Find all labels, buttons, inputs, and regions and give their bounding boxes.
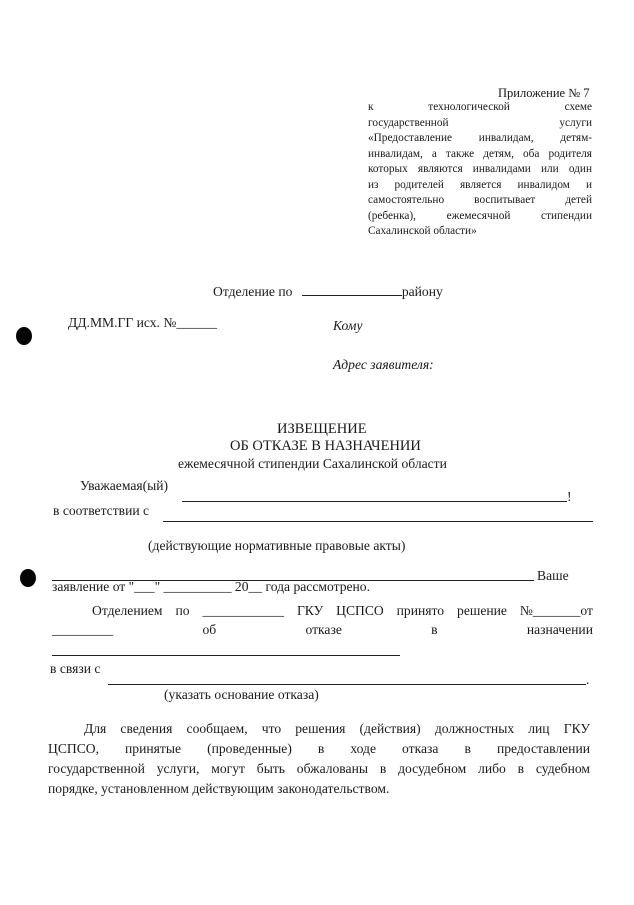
refusal-word: в [431, 622, 438, 637]
refusal-word: назначении [526, 622, 593, 637]
office-line [213, 284, 443, 300]
decision-word: решение [457, 603, 507, 618]
closing-line: государственной услуги, могут быть обжалованы в досудебном либо в судебном [48, 761, 590, 776]
appendix-line: (ребенка), ежемесячной стипендии [368, 209, 592, 222]
refusal-word: об [202, 622, 217, 637]
according-label: в соответствии с [53, 503, 150, 518]
appendix-line: инвалидам, а также детям, оба родителя [368, 147, 592, 160]
notice-title: ИЗВЕЩЕНИЕ [277, 421, 367, 437]
to-label: Кому [333, 318, 363, 333]
dear-label: Уважаемая(ый) [80, 478, 169, 493]
punch-hole-bottom [20, 569, 36, 587]
appendix-title: Приложение № 7 [498, 86, 590, 100]
closing-line: Для сведения сообщаем, что решения (действия) должностных лиц ГКУ [84, 721, 590, 736]
notice-stipend: ежемесячной стипендии Сахалинской области [178, 456, 447, 471]
refusal-line [52, 622, 593, 638]
office-prefix: Отделение по [213, 284, 293, 299]
appendix-text [368, 100, 592, 240]
acts-blank[interactable] [163, 521, 593, 522]
appendix-line: которых являются инвалидами или один [368, 163, 592, 175]
decision-word: ЦСПСО [336, 603, 384, 618]
decision-word: принято [396, 603, 445, 618]
appendix-line: к технологической схеме [368, 101, 592, 113]
appendix-line: Сахалинской области» [368, 225, 477, 237]
reason-caption: (указать основание отказа) [164, 687, 319, 702]
office-suffix: району [401, 284, 443, 299]
reason-label: в связи с [50, 661, 101, 676]
appendix-line: государственной услуги [368, 116, 592, 129]
punch-hole-top [16, 327, 32, 345]
application-line: заявление от "___" __________ 20__ года рассмотрено. [52, 579, 371, 594]
appendix-line: из родителей является инвалидом и [368, 178, 592, 191]
decision-word: по [175, 603, 190, 618]
office-district-blank[interactable] [302, 295, 402, 296]
address-label: Адрес заявителя: [333, 357, 434, 372]
refusal-word: отказе [305, 622, 342, 637]
recipient-name-blank[interactable] [182, 501, 567, 502]
closing-paragraph [48, 719, 590, 799]
decision-word: №_______от [519, 603, 593, 618]
appendix-line: самостоятельно воспитывает детей [368, 194, 592, 206]
refusal-blank[interactable] [52, 655, 400, 656]
closing-line: порядке, установленном действующим законодательством. [48, 781, 390, 796]
decision-line [92, 603, 593, 619]
decision-word: Отделением [92, 603, 163, 618]
appendix-line: «Предоставление инвалидам, детям- [368, 132, 592, 144]
reason-blank[interactable] [108, 684, 586, 685]
acts-caption: (действующие нормативные правовые акты) [148, 538, 406, 553]
notice-subtitle: ОБ ОТКАЗЕ В НАЗНАЧЕНИИ [230, 438, 421, 454]
refusal-word: _________ [52, 622, 114, 637]
closing-line: ЦСПСО, принятые (проведенные) в ходе отказа в предоставлении [48, 741, 590, 756]
exclamation: ! [567, 489, 572, 504]
decision-word: ГКУ [296, 603, 324, 618]
decision-word: ____________ [202, 603, 285, 618]
your-label: Ваше [537, 568, 569, 583]
date-ref: ДД.ММ.ГГ исх. №______ [68, 315, 218, 330]
reason-end: . [586, 672, 590, 687]
